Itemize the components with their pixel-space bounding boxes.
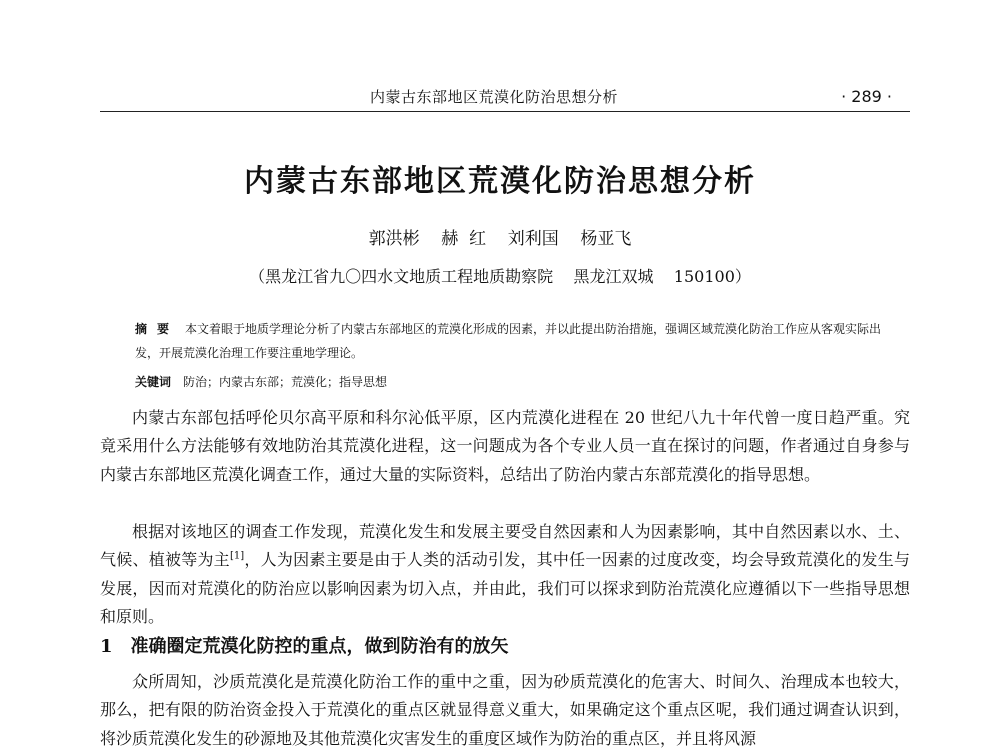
running-header — [100, 83, 910, 111]
keywords — [135, 370, 895, 394]
page-number: · 289 · — [841, 87, 892, 106]
section-heading-1 — [100, 633, 910, 661]
body-paragraph-section1: 众所周知，沙质荒漠化是荒漠化防治工作的重中之重，因为砂质荒漠化的危害大、时间久、治理成本也较大，那么，把有限的防治资金投入于荒漠化的重点区就显得意义重大，如果确定这个重点区呢，我们通过调查认识到，将沙质荒漠化发生的砂源地及其他荒漠化灾害发生的重度区域作为防治的重点区，并且将风源 — [100, 672, 910, 748]
author-affiliation: （黑龙江省九〇四水文地质工程地质勘察院 黑龙江双城 150100） — [249, 267, 751, 286]
citation-marker: [1] — [229, 550, 245, 562]
body-paragraph-factors — [100, 518, 910, 631]
section-title: 准确圈定荒漠化防控的重点，做到防治有的放矢 — [130, 636, 509, 657]
paragraph-text-part2: ，人为因素主要是由于人类的活动引发，其中任一因素的过度改变，均会导致荒漠化的发生与发展，因而对荒漠化的防治应以影响因素为切入点，并由此，我们可以探求到防治荒漠化应遵循以下一些指导思想和原则。 — [100, 550, 910, 626]
running-title: 内蒙古东部地区荒漠化防治思想分析 — [370, 88, 619, 106]
header-rule — [100, 111, 910, 112]
article-title: 内蒙古东部地区荒漠化防治思想分析 — [244, 164, 756, 199]
abstract-text: 本文着眼于地质学理论分析了内蒙古东部地区的荒漠化形成的因素，并以此提出防治措施，强调区域荒漠化防治工作应从客观实际出发，开展荒漠化治理工作要注重地学理论。 — [135, 322, 882, 360]
keywords-text: 防治；内蒙古东部；荒漠化；指导思想 — [183, 375, 388, 389]
author-list: 郭洪彬 赫 红 刘利国 杨亚飞 — [368, 229, 632, 249]
abstract-label: 摘要 — [135, 322, 180, 336]
section-number: 1 — [100, 636, 113, 657]
paragraph-text-part1: 根据对该地区的调查工作发现，荒漠化发生和发展主要受自然因素和人为因素影响，其中自然因素以水、土、气候、植被等为主 — [100, 522, 910, 570]
keywords-label: 关键词 — [135, 375, 172, 389]
abstract — [135, 317, 895, 365]
body-paragraph-intro: 内蒙古东部包括呼伦贝尔高平原和科尔沁低平原，区内荒漠化进程在 20 世纪八九十年代曾一度日趋严重。究竟采用什么方法能够有效地防治其荒漠化进程，这一问题成为各个专业人员一直在探讨的问题，作者通过自身参与内蒙古东部地区荒漠化调查工作，通过大量的实际资料，总结出了防治内蒙古东部荒漠化的指导思想。 — [100, 408, 910, 484]
